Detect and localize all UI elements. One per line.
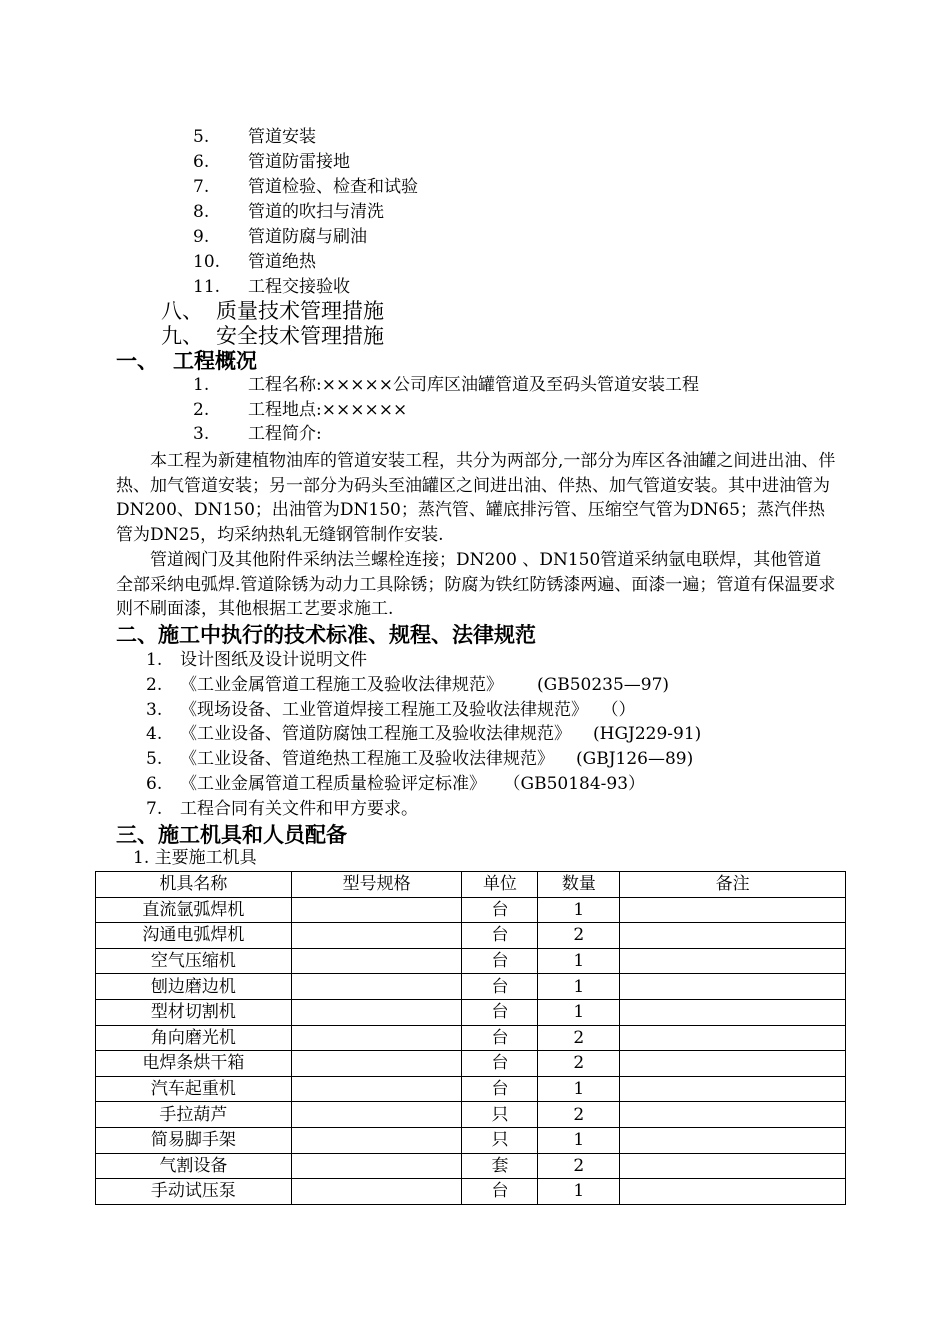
table-cell: 角向磨光机 xyxy=(96,1025,292,1051)
table-cell: 汽车起重机 xyxy=(96,1076,292,1102)
table-row xyxy=(96,1102,846,1128)
list-item: 7. 工程合同有关文件和甲方要求。 xyxy=(146,798,418,819)
table-cell: 台 xyxy=(462,1076,538,1102)
table-header-row xyxy=(96,872,846,898)
table-row xyxy=(96,974,846,1000)
table-cell: 2 xyxy=(538,1051,620,1077)
toc-main-list xyxy=(161,299,384,349)
table-cell: 1 xyxy=(538,1179,620,1205)
table-cell: 台 xyxy=(462,948,538,974)
toc-item: 5. 管道安装 xyxy=(193,127,316,147)
list-item: 3. 工程简介: xyxy=(193,424,322,444)
table-row xyxy=(96,999,846,1025)
table-cell xyxy=(291,1153,462,1179)
table-cell xyxy=(620,1076,846,1102)
table-cell xyxy=(620,1102,846,1128)
table-cell xyxy=(291,1076,462,1102)
table-cell: 简易脚手架 xyxy=(96,1127,292,1153)
table-cell xyxy=(291,974,462,1000)
table-cell: 台 xyxy=(462,974,538,1000)
standards-list xyxy=(146,648,701,822)
table-cell xyxy=(620,1179,846,1205)
table-cell xyxy=(620,1051,846,1077)
table-header: 机具名称 xyxy=(96,872,292,898)
tools-table xyxy=(95,871,846,1205)
table-cell: 台 xyxy=(462,1051,538,1077)
toc-main-item: 九、 安全技术管理措施 xyxy=(161,324,384,348)
table-cell xyxy=(291,923,462,949)
table-header: 单位 xyxy=(462,872,538,898)
toc-item: 9. 管道防腐与刷油 xyxy=(193,227,367,247)
table-cell: 1 xyxy=(538,974,620,1000)
table-cell: 2 xyxy=(538,1153,620,1179)
table-cell: 只 xyxy=(462,1127,538,1153)
table-row xyxy=(96,923,846,949)
table-cell: 1 xyxy=(538,897,620,923)
table-cell xyxy=(620,1127,846,1153)
table-cell: 2 xyxy=(538,1102,620,1128)
section-1-paragraph-1: 本工程为新建植物油库的管道安装工程，共分为两部分,一部分为库区各油罐之间进出油、伴热、加气管道安装；另一部分为码头至油罐区之间进出油、伴热、加气管道安装。其中进油管为DN200、DN150；出油管为DN150；蒸汽管、罐底排污管、压缩空气管为DN65；蒸汽伴热管为DN25，均采纳热轧无缝钢管制作安装. xyxy=(116,451,836,546)
section-3-heading: 三、施工机具和人员配备 xyxy=(116,822,347,847)
table-cell xyxy=(620,999,846,1025)
table-cell xyxy=(291,1051,462,1077)
section-3-subtitle: 1. 主要施工机具 xyxy=(133,848,257,868)
table-cell: 台 xyxy=(462,1179,538,1205)
toc-item: 7. 管道检验、检查和试验 xyxy=(193,177,418,197)
table-cell: 空气压缩机 xyxy=(96,948,292,974)
table-cell: 只 xyxy=(462,1102,538,1128)
table-cell: 1 xyxy=(538,948,620,974)
table-cell xyxy=(620,923,846,949)
toc-item: 10. 管道绝热 xyxy=(193,252,316,272)
table-row xyxy=(96,1025,846,1051)
table-row xyxy=(96,1051,846,1077)
section-1-heading: 一、 工程概况 xyxy=(116,348,257,373)
table-cell: 手拉葫芦 xyxy=(96,1102,292,1128)
section-1-paragraph-2: 管道阀门及其他附件采纳法兰螺栓连接；DN200 、DN150管道采纳氩电联焊，其他管道全部采纳电弧焊.管道除锈为动力工具除锈；防腐为铁红防锈漆两遍、面漆一遍；管道有保温要求则不刷面漆，其他根据工艺要求施工. xyxy=(116,550,836,620)
table-header: 备注 xyxy=(620,872,846,898)
table-cell: 台 xyxy=(462,1025,538,1051)
table-cell: 套 xyxy=(462,1153,538,1179)
table-cell: 手动试压泵 xyxy=(96,1179,292,1205)
table-cell: 台 xyxy=(462,897,538,923)
table-row xyxy=(96,1127,846,1153)
table-header: 型号规格 xyxy=(291,872,462,898)
table-cell: 台 xyxy=(462,923,538,949)
list-item: 2. 《工业金属管道工程施工及验收法律规范》 (GB50235—97) xyxy=(146,674,670,695)
toc-item: 11. 工程交接验收 xyxy=(193,277,350,297)
table-cell xyxy=(620,948,846,974)
section-2-heading: 二、施工中执行的技术标准、规程、法律规范 xyxy=(116,622,536,647)
list-item: 4. 《工业设备、管道防腐蚀工程施工及验收法律规范》 (HGJ229-91) xyxy=(146,724,702,745)
table-cell: 刨边磨边机 xyxy=(96,974,292,1000)
table-cell xyxy=(620,1153,846,1179)
table-cell: 气割设备 xyxy=(96,1153,292,1179)
table-cell xyxy=(291,1127,462,1153)
table-cell: 1 xyxy=(538,999,620,1025)
table-cell xyxy=(291,999,462,1025)
section-1-items xyxy=(193,373,699,447)
table-cell: 直流氩弧焊机 xyxy=(96,897,292,923)
toc-item: 8. 管道的吹扫与清洗 xyxy=(193,202,384,222)
list-item: 2. 工程地点:×××××× xyxy=(193,399,408,420)
list-item: 1. 工程名称:×××××公司库区油罐管道及至码头管道安装工程 xyxy=(193,375,699,395)
table-row xyxy=(96,1076,846,1102)
list-item: 1. 设计图纸及设计说明文件 xyxy=(146,650,367,670)
table-cell xyxy=(291,948,462,974)
table-row xyxy=(96,1153,846,1179)
table-cell: 电焊条烘干箱 xyxy=(96,1051,292,1077)
table-cell xyxy=(291,897,462,923)
table-cell: 型材切割机 xyxy=(96,999,292,1025)
toc-item: 6. 管道防雷接地 xyxy=(193,152,350,172)
table-cell: 1 xyxy=(538,1076,620,1102)
table-header: 数量 xyxy=(538,872,620,898)
list-item: 6. 《工业金属管道工程质量检验评定标准》 （GB50184-93） xyxy=(146,773,646,794)
table-cell: 1 xyxy=(538,1127,620,1153)
toc-sub-list xyxy=(193,125,418,300)
table-cell xyxy=(620,1025,846,1051)
table-cell: 2 xyxy=(538,1025,620,1051)
table-cell: 2 xyxy=(538,923,620,949)
table-row xyxy=(96,1179,846,1205)
table-cell: 台 xyxy=(462,999,538,1025)
list-item: 3. 《现场设备、工业管道焊接工程施工及验收法律规范》 （） xyxy=(146,699,636,720)
table-cell xyxy=(620,974,846,1000)
table-cell xyxy=(291,1179,462,1205)
table-cell: 沟通电弧焊机 xyxy=(96,923,292,949)
table-row xyxy=(96,948,846,974)
table-cell xyxy=(291,1102,462,1128)
table-cell xyxy=(291,1025,462,1051)
table-row xyxy=(96,897,846,923)
table-cell xyxy=(620,897,846,923)
list-item: 5. 《工业设备、管道绝热工程施工及验收法律规范》 (GBJ126—89) xyxy=(146,749,694,770)
toc-main-item: 八、 质量技术管理措施 xyxy=(161,299,384,323)
